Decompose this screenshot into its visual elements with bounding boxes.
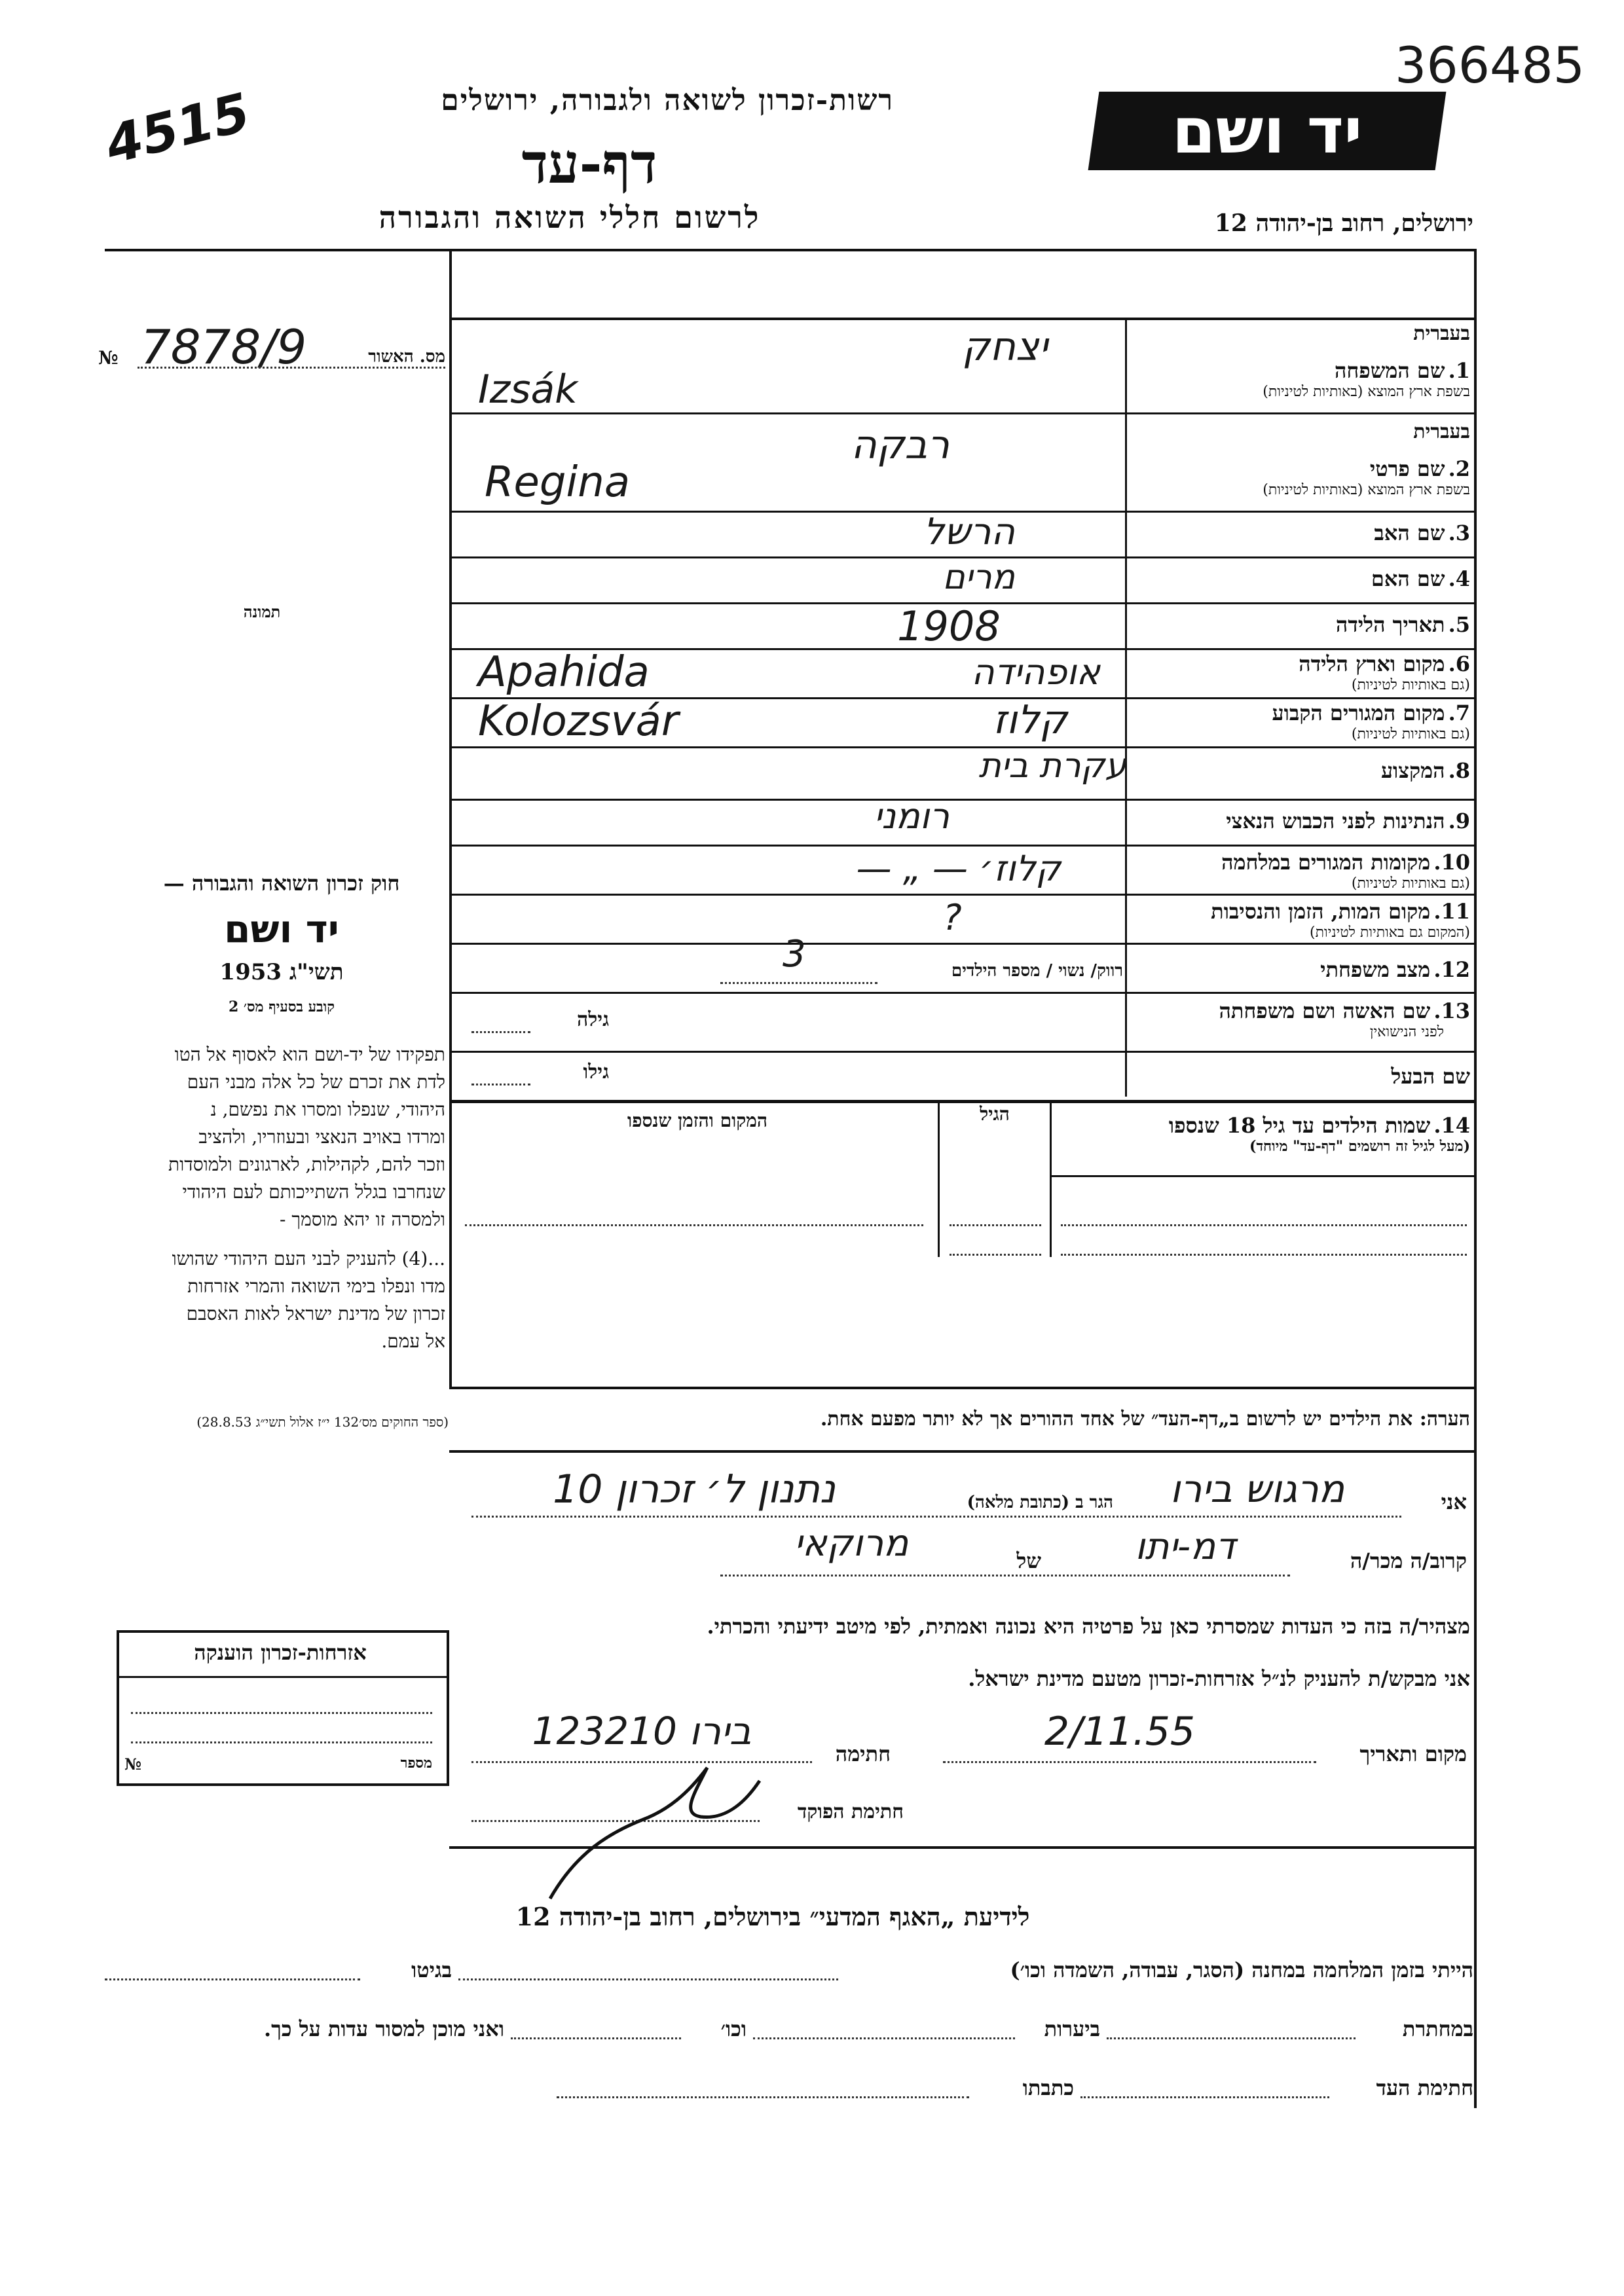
row-divider	[451, 799, 1475, 801]
field-1-label: שם המשפחה	[1334, 358, 1445, 383]
children-bottom	[449, 1387, 1476, 1389]
field-2-label: שם פרטי	[1369, 456, 1445, 481]
field-2-hebrew-tag: בעברית	[1413, 420, 1470, 443]
law-year: תשי"ג 1953	[219, 959, 344, 985]
children-row-line[interactable]	[465, 1224, 923, 1226]
officer-signature	[537, 1755, 773, 1912]
law-text-line: ...(4) להעניק לבני העם היהודי שהושו	[172, 1248, 445, 1269]
declarant-address-line	[471, 1516, 1401, 1518]
law-name: יד ושם	[224, 907, 339, 951]
remark-bottom	[449, 1450, 1476, 1453]
field-13-label: שם האשה ושם משפחתה	[1219, 998, 1431, 1023]
field-6-note: (גם באותיות לטיניות)	[1351, 677, 1470, 693]
law-text-line: היהודי, שנפלו ומסרו את נפשם, נ	[210, 1099, 445, 1120]
law-text-line: וזכר להם, לקהילות, לארגונים ולמוסדות	[168, 1154, 445, 1175]
declarant-label: אני	[1441, 1489, 1467, 1514]
field-12-number: 12.	[1433, 957, 1470, 982]
field-8-value[interactable]: עקרת בית	[978, 746, 1126, 786]
children-row-line[interactable]	[950, 1254, 1041, 1256]
citizenship-line[interactable]	[131, 1741, 432, 1743]
husband-age-label: גילו	[583, 1061, 609, 1084]
declarant-address-label: הגר ב (כתובת מלאה)	[967, 1493, 1113, 1512]
field-2-label-group	[1130, 420, 1470, 498]
officer-label: חתימת הפוקד	[797, 1800, 904, 1823]
field-8-label-group	[1130, 758, 1470, 783]
field-8-number: 8.	[1448, 758, 1470, 783]
field-3-label: שם האב	[1374, 520, 1445, 545]
row-divider	[451, 845, 1475, 847]
frame-label-divider	[1125, 318, 1127, 1097]
field-1-note: בשפת ארץ המוצא (באותיות לטיניות)	[1263, 384, 1470, 400]
children-col-divider	[1050, 1100, 1052, 1257]
law-text	[98, 1041, 445, 1355]
wife-age-label: גילה	[576, 1008, 609, 1031]
declaration-text: מצהיר/ה בזה כי העדות שמסרתי כאן על פרטיה היא נכונה ואמתית, לפי מיטב ידיעתי והכרתי.	[707, 1614, 1470, 1639]
footer-line3-blank[interactable]	[1080, 2096, 1329, 2098]
signature-value[interactable]: בירו 123210	[532, 1709, 752, 1753]
relation-label: קרוב/ה מכר/ה	[1350, 1548, 1467, 1573]
field-6-value-latin[interactable]: Apahida	[478, 648, 650, 697]
field-6-label: מקום וארץ הלידה	[1299, 651, 1445, 676]
field-11-value[interactable]: ?	[943, 897, 962, 938]
field-6-value-hebrew[interactable]: אופהידה	[971, 651, 1100, 693]
field-13-note: לפני הנישואין	[1369, 1024, 1444, 1040]
place-date-value[interactable]: 2/11.55	[1044, 1709, 1196, 1755]
row-divider	[451, 894, 1475, 896]
citizenship-no-symbol: №	[124, 1755, 142, 1774]
place-date-label: מקום ותאריך	[1359, 1741, 1467, 1766]
signature-label: חתימה	[835, 1741, 891, 1766]
field-8-label: המקצוע	[1380, 758, 1445, 783]
field-10-note: (גם באותיות לטיניות)	[1351, 875, 1470, 892]
footer-heading: לידיעת „האגף המדעי״ בירושלים, רחוב בן-יהודה 12	[515, 1902, 1030, 1931]
field-5-number: 5.	[1448, 612, 1470, 637]
footer-line1-blank[interactable]	[458, 1978, 838, 1980]
footer-line2-underground: במחתרת	[1402, 2016, 1473, 2041]
of-label: של	[1016, 1548, 1041, 1573]
field-4-number: 4.	[1448, 566, 1470, 591]
field-1-value-latin[interactable]: Izsák	[478, 367, 578, 412]
field-13-label-group	[1130, 998, 1470, 1040]
husband-label-group	[1130, 1064, 1470, 1089]
frame-right	[1474, 249, 1477, 2108]
photo-label: תמונה	[243, 602, 281, 621]
law-text-line: לדת את זכרם של כל אלה מבני העם	[187, 1071, 445, 1093]
field-7-value-hebrew[interactable]: קלוז	[993, 697, 1067, 743]
frame-header-band	[449, 318, 1476, 320]
field-5-label-group	[1130, 612, 1470, 637]
of-value[interactable]: מרוקאי	[794, 1522, 909, 1565]
field-6-number: 6.	[1448, 651, 1470, 676]
footer-line2-forests: ביערות	[1044, 2016, 1100, 2041]
relation-line	[720, 1575, 1290, 1576]
children-col-age: הגיל	[980, 1103, 1010, 1125]
registry-underline	[138, 367, 445, 369]
field-4-value[interactable]: מרים	[942, 558, 1015, 597]
stamp-number-top-right: 366485	[1395, 36, 1585, 94]
field-7-note: (גם באותיות לטיניות)	[1351, 726, 1470, 742]
declarant-address[interactable]: נתנון ל׳ זכרון 10	[553, 1467, 836, 1512]
footer-line2-blank-3[interactable]	[511, 2037, 681, 2039]
frame-mid-vertical	[449, 249, 452, 1388]
declarant-name[interactable]: מרגוש בירו	[1170, 1467, 1345, 1511]
field-7-label: מקום המגורים הקבוע	[1272, 701, 1445, 725]
footer-top	[449, 1846, 1476, 1849]
footer-line1-camp: הייתי בזמן המלחמה במחנה (הסגר, עבודה, השמדה וכו׳)	[1010, 1958, 1473, 1982]
children-note: (מעל לגיל זה רושמים "דף-עד" מיוחד)	[1249, 1138, 1470, 1155]
relation-value[interactable]: דמ-יתו	[1135, 1525, 1236, 1568]
registry-label: מס. האשור	[368, 347, 445, 367]
row-divider	[451, 943, 1475, 945]
field-7-value-latin[interactable]: Kolozsvár	[478, 697, 679, 746]
children-row-line[interactable]	[1061, 1254, 1467, 1256]
field-2-number: 2.	[1448, 456, 1470, 481]
field-4-label-group	[1130, 566, 1470, 591]
field-6-label-group	[1130, 651, 1470, 693]
field-11-label: מקום המות, הזמן והנסיבות	[1211, 899, 1431, 924]
footer-line3-address: כתבתו	[1022, 2075, 1074, 2100]
law-text-line: אל עמם.	[381, 1330, 445, 1352]
field-9-label: הנתינות לפני הכבוש הנאצי	[1226, 809, 1445, 833]
row-divider	[451, 992, 1475, 994]
children-header-bottom	[1052, 1175, 1475, 1177]
field-1-hebrew-tag: בעברית	[1413, 322, 1470, 345]
footer-line1-blank-2[interactable]	[105, 1978, 360, 1980]
field-5-label: תאריך הלידה	[1335, 612, 1445, 637]
footer-line3-blank-2[interactable]	[557, 2096, 969, 2098]
field-12-label-group	[1130, 957, 1470, 982]
field-12-value[interactable]: 3	[783, 933, 806, 975]
husband-label: שם הבעל	[1391, 1064, 1470, 1089]
field-2-value-hebrew[interactable]: רבקה	[851, 422, 950, 468]
stamp-number-top-left: 4515	[100, 81, 256, 176]
law-clause: קובע בסעיף מס׳ 2	[228, 998, 335, 1015]
field-9-value[interactable]: רומני	[874, 795, 950, 837]
footer-line2-blank-2[interactable]	[753, 2037, 1015, 2039]
row-divider	[451, 1051, 1475, 1053]
field-9-label-group	[1130, 809, 1470, 833]
children-row-line[interactable]	[1061, 1224, 1467, 1226]
field-7-number: 7.	[1448, 701, 1470, 725]
law-text-line: ולמסרה זו יהא מוסמך -	[280, 1209, 445, 1230]
law-text-line: ומרדו באויב הנאצי ובעוזריו, ולהציב	[198, 1126, 445, 1148]
law-text-line: זכרון של מדינת ישראל לאות האסבם	[186, 1303, 445, 1324]
row-divider	[451, 412, 1475, 414]
law-source: (ספר החוקים מס׳132 י״ז אלול תשי״ג 28.8.53)	[196, 1414, 449, 1430]
authority-name: רשות-זכרון לשואה ולגבורה, ירושלים	[441, 84, 894, 117]
registry-number: 7878/9	[141, 319, 307, 374]
law-heading: חוק זכרון השואה והגבורה —	[163, 871, 400, 896]
address: ירושלים, רחוב בן-יהודה 12	[1214, 210, 1473, 237]
field-12-note: רווק/ נשוי / מספר הילדים	[951, 961, 1123, 981]
field-3-label-group	[1130, 520, 1470, 545]
wife-age-line[interactable]	[471, 1031, 530, 1033]
footer-line2-willing: ואני מוכן למסור עדות על כך.	[263, 2016, 504, 2041]
request-text: אני מבקש/ת להעניק לנ״ל אזרחות-זכרון מטעם מדינת ישראל.	[968, 1666, 1470, 1691]
field-1-label-group	[1130, 322, 1470, 400]
field-2-note: בשפת ארץ המוצא (באותיות לטיניות)	[1263, 482, 1470, 498]
field-1-number: 1.	[1448, 358, 1470, 383]
citizenship-line[interactable]	[131, 1712, 432, 1714]
field-9-number: 9.	[1448, 809, 1470, 833]
field-10-label: מקומות המגורים במלחמה	[1221, 850, 1431, 875]
field-10-label-group	[1130, 850, 1470, 892]
frame-top	[105, 249, 1477, 251]
footer-line1-ghetto: בגיטו	[411, 1958, 452, 1982]
logo-text: יד ושם	[1172, 94, 1363, 168]
footer-line2-etc: וכו׳	[720, 2016, 747, 2041]
form-subtitle: לרשום חללי השואה והגבורה	[378, 200, 761, 235]
children-col-place: המקום והזמן שנספו	[627, 1110, 767, 1131]
remark: הערה: את הילדים יש לרשום ב„דף-העד״ של אחד ההורים אך לא יותר מפעם אחת.	[820, 1408, 1470, 1430]
children-label-group	[1058, 1113, 1470, 1155]
law-text-line: תפקידו של יד-ושם הוא לאסוף אל הטו	[174, 1044, 445, 1065]
field-11-label-group	[1130, 899, 1470, 941]
field-12-underline	[720, 982, 877, 984]
law-text-line: מדו ונפלו בימי השואה והמרי אזרחות	[187, 1275, 445, 1297]
citizenship-title-rule	[117, 1676, 447, 1678]
field-10-value[interactable]: קלוז׳ — „ —	[856, 848, 1061, 889]
field-10-number: 10.	[1433, 850, 1470, 875]
field-3-number: 3.	[1448, 520, 1470, 545]
field-4-label: שם האם	[1371, 566, 1445, 591]
children-row-line[interactable]	[950, 1224, 1041, 1226]
field-1-value-hebrew[interactable]: יצחק	[962, 324, 1048, 370]
field-11-number: 11.	[1433, 899, 1470, 924]
citizenship-number-label: מספר	[400, 1755, 432, 1772]
field-11-note: (המקום גם באותיות לטיניות)	[1310, 924, 1470, 941]
husband-age-line[interactable]	[471, 1084, 530, 1085]
registry-no-symbol: №	[98, 347, 119, 369]
field-7-label-group	[1130, 701, 1470, 742]
children-label: שמות הילדים עד גיל 18 שנספו	[1168, 1113, 1431, 1138]
footer-line2-blank[interactable]	[1107, 2037, 1356, 2039]
form-title: דף-עד	[521, 131, 657, 196]
field-12-label: מצב משפחתי	[1320, 957, 1431, 982]
citizenship-title: אזרחות-זכרון הוענקה	[194, 1640, 367, 1665]
field-5-value[interactable]: 1908	[897, 602, 1001, 650]
footer-line3-witness: חתימת העד	[1376, 2075, 1473, 2100]
field-13-number: 13.	[1433, 998, 1470, 1023]
law-text-line: שנחרבו בגלל השתייכותם לעם היהודי	[182, 1181, 445, 1203]
place-date-line	[943, 1761, 1316, 1763]
field-3-value[interactable]: הרשל	[923, 511, 1015, 553]
field-2-value-latin[interactable]: Regina	[485, 458, 631, 507]
children-number: 14.	[1433, 1113, 1470, 1138]
